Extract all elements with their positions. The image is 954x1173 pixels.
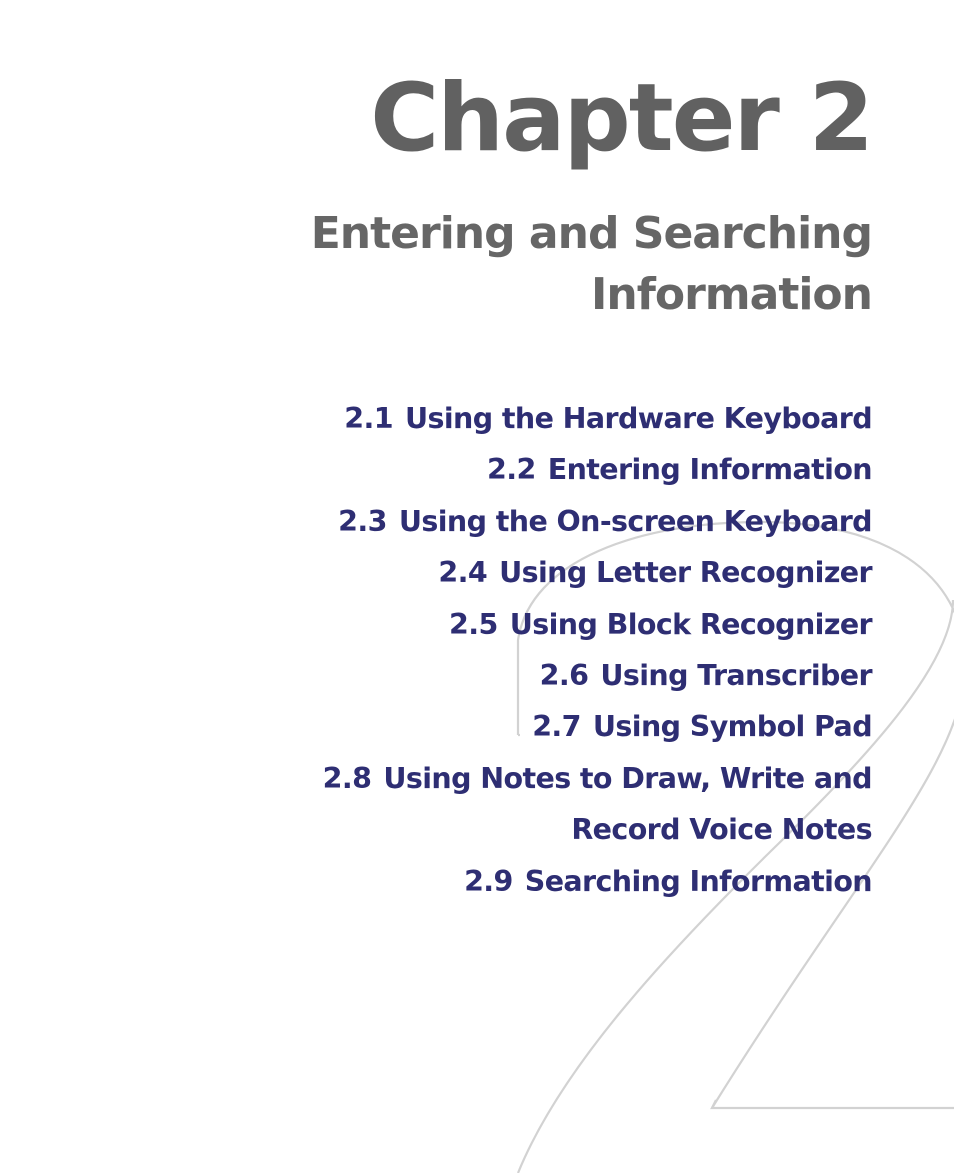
section-number: 2.3 — [338, 504, 387, 538]
section-title: Using Block Recognizer — [509, 607, 872, 641]
chapter-subtitle-line-2: Information — [591, 269, 872, 320]
section-title-line-2: Record Voice Notes — [571, 813, 872, 847]
section-number: 2.9 — [464, 864, 513, 898]
section-title: Using the On-screen Keyboard — [398, 504, 872, 538]
section-item — [323, 599, 872, 650]
section-number: 2.8 — [322, 761, 372, 795]
section-item — [323, 701, 872, 752]
chapter-subtitle-line-1: Entering and Searching — [310, 208, 872, 259]
section-item — [323, 444, 872, 495]
section-item — [323, 856, 872, 907]
chapter-subtitle — [311, 203, 872, 325]
section-list — [323, 393, 872, 907]
section-item — [323, 650, 872, 701]
section-number: 2.4 — [438, 556, 488, 590]
section-item — [323, 547, 872, 598]
section-title: Using Transcriber — [600, 659, 872, 693]
section-title: Using Symbol Pad — [592, 710, 872, 744]
section-item — [323, 753, 872, 856]
section-number: 2.2 — [487, 453, 536, 487]
section-number: 2.7 — [532, 710, 581, 744]
section-number: 2.1 — [344, 402, 393, 435]
section-title: Using Notes to Draw, Write and — [383, 761, 872, 795]
section-number: 2.5 — [449, 607, 498, 641]
section-title: Using the Hardware Keyboard — [404, 402, 872, 435]
section-title: Entering Information — [547, 453, 872, 487]
section-item — [323, 393, 872, 444]
section-title: Using Letter Recognizer — [499, 556, 872, 590]
chapter-title: Chapter 2 — [370, 64, 872, 173]
section-title: Searching Information — [524, 864, 872, 898]
section-item — [323, 496, 872, 547]
section-number: 2.6 — [539, 659, 589, 693]
